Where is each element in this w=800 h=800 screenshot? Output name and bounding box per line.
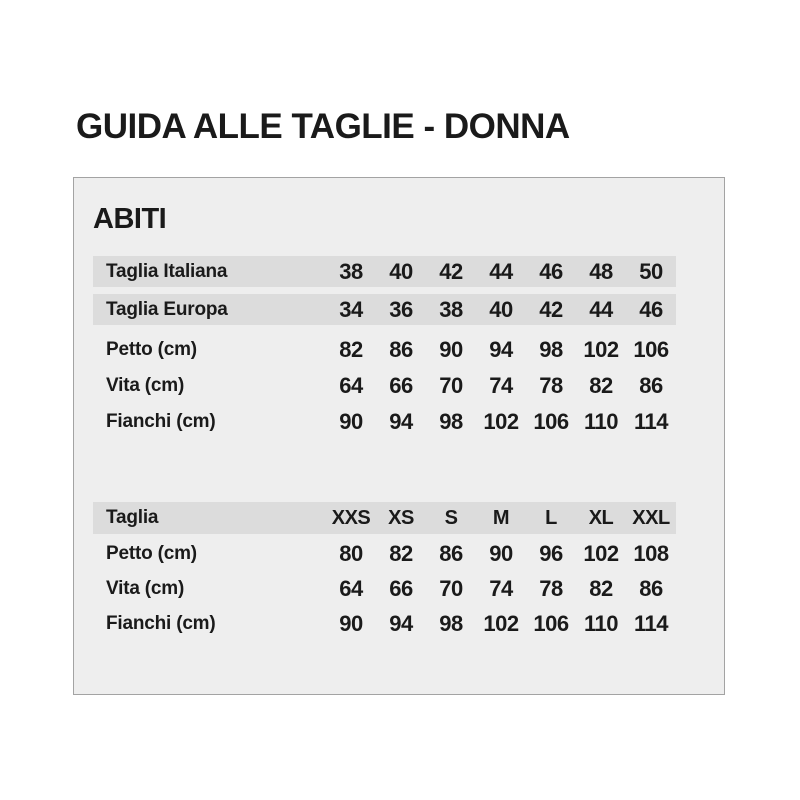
size-value: 66 <box>389 373 413 398</box>
size-value: 86 <box>439 540 463 566</box>
size-value: 102 <box>483 409 519 434</box>
size-value: XS <box>388 506 414 529</box>
size-value: 64 <box>339 373 363 398</box>
size-value: 44 <box>489 258 513 284</box>
size-value: 98 <box>439 610 463 636</box>
size-value: L <box>545 506 557 529</box>
size-value: XXL <box>632 506 670 529</box>
size-value: 102 <box>583 540 619 566</box>
table-row-taglia-europa <box>93 294 676 325</box>
size-value: 86 <box>639 575 663 601</box>
row-label: Vita (cm) <box>106 375 185 396</box>
size-value: 38 <box>339 258 363 284</box>
size-value: 110 <box>584 409 618 434</box>
table-row-fianchi <box>93 404 676 440</box>
row-label: Vita (cm) <box>106 577 185 599</box>
size-value: 66 <box>389 575 413 601</box>
row-label: Fianchi (cm) <box>106 612 216 634</box>
size-value: 94 <box>489 337 513 362</box>
size-value: 102 <box>583 337 619 362</box>
table-row-taglia-italiana <box>93 256 676 287</box>
size-value: 70 <box>439 575 463 601</box>
size-value: 90 <box>439 337 463 362</box>
size-value: XL <box>588 506 614 529</box>
size-value: 40 <box>489 296 513 322</box>
page-title: GUIDA ALLE TAGLIE - DONNA <box>76 107 570 146</box>
table-row-fianchi <box>93 606 676 641</box>
size-value: XXS <box>331 506 371 529</box>
size-value: 42 <box>539 296 563 322</box>
size-value: 44 <box>589 296 613 322</box>
table-row-vita <box>93 368 676 404</box>
size-guide-panel <box>73 177 725 695</box>
size-value: 90 <box>339 610 363 636</box>
size-table-international <box>93 502 676 641</box>
size-value: 46 <box>639 296 663 322</box>
row-label: Petto (cm) <box>106 339 197 360</box>
panel-title: ABITI <box>93 203 167 235</box>
size-value: 74 <box>489 575 513 601</box>
size-value: 82 <box>589 575 613 601</box>
size-value: M <box>492 506 510 529</box>
size-value: 80 <box>339 540 363 566</box>
size-value: 78 <box>539 373 563 398</box>
size-value: 38 <box>439 296 463 322</box>
size-value: 36 <box>389 296 413 322</box>
size-value: 102 <box>483 610 519 636</box>
size-value: 78 <box>539 575 563 601</box>
table-row-petto <box>93 332 676 368</box>
row-label: Taglia Italiana <box>106 260 228 282</box>
size-value: 98 <box>439 409 463 434</box>
size-value: 40 <box>389 258 413 284</box>
size-value: 108 <box>633 540 669 566</box>
size-value: 90 <box>489 540 513 566</box>
size-value: 86 <box>639 373 663 398</box>
row-label: Fianchi (cm) <box>106 411 216 432</box>
size-value: 106 <box>533 409 569 434</box>
size-value: 82 <box>389 540 413 566</box>
size-value: 98 <box>539 337 563 362</box>
table-row-petto <box>93 536 676 571</box>
size-value: 94 <box>389 610 413 636</box>
size-value: 74 <box>489 373 513 398</box>
size-table-italian-european <box>93 256 676 440</box>
row-label: Taglia Europa <box>106 298 228 320</box>
size-value: 70 <box>439 373 463 398</box>
size-value: 46 <box>539 258 563 284</box>
row-label: Petto (cm) <box>106 542 197 564</box>
size-value: 34 <box>339 296 363 322</box>
size-value: 110 <box>584 610 618 636</box>
size-value: 86 <box>389 337 413 362</box>
table-row-vita <box>93 571 676 606</box>
size-value: 82 <box>339 337 363 362</box>
size-value: 114 <box>634 409 668 434</box>
size-value: 96 <box>539 540 563 566</box>
size-value: 48 <box>589 258 613 284</box>
size-value: 94 <box>389 409 413 434</box>
size-value: 106 <box>633 337 669 362</box>
size-value: 90 <box>339 409 363 434</box>
row-label: Taglia <box>106 507 159 528</box>
size-value: 114 <box>634 610 668 636</box>
size-value: 64 <box>339 575 363 601</box>
size-value: 50 <box>639 258 663 284</box>
size-value: 106 <box>533 610 569 636</box>
size-value: S <box>444 506 458 529</box>
size-value: 42 <box>439 258 463 284</box>
table-row-taglia <box>93 502 676 534</box>
size-value: 82 <box>589 373 613 398</box>
